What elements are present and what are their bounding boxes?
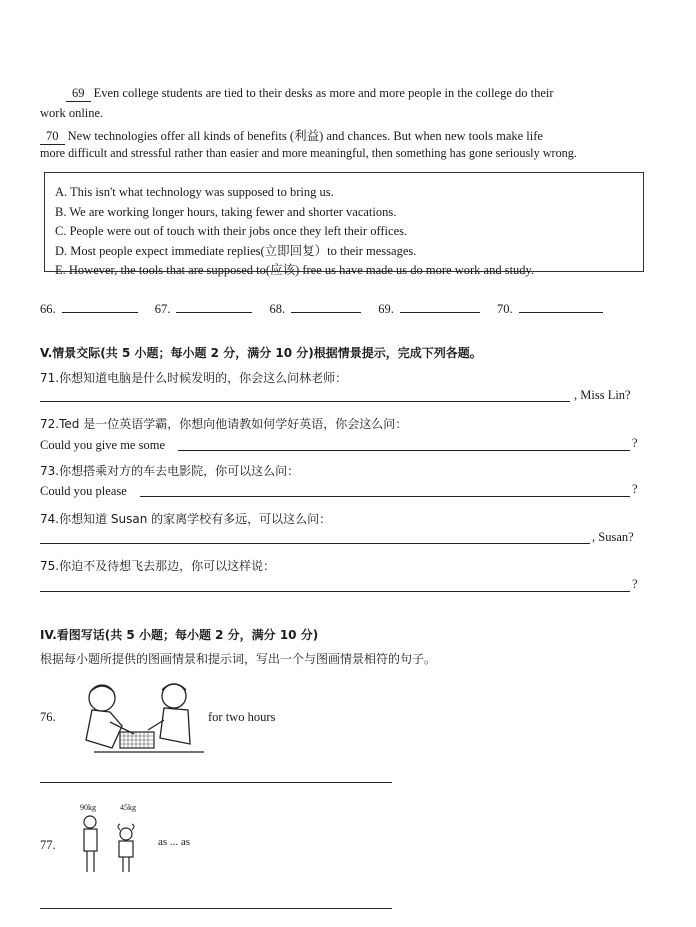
q70-text: New technologies offer all kinds of benefits (利益) and chances. But when new tools make life bbox=[67, 129, 543, 143]
q74-prompt: 74.你想知道 Susan 的家离学校有多远，可以这么问： bbox=[40, 512, 332, 526]
q69-line bbox=[66, 86, 554, 102]
q74-end: , Susan? bbox=[592, 530, 634, 544]
answer-66-label: 66. bbox=[40, 302, 56, 316]
q71-prompt: 71.你想知道电脑是什么时候发明的，你会这么问林老师： bbox=[40, 371, 348, 385]
q69-text: Even college students are tied to their desks as more and more people in the college do their bbox=[93, 86, 554, 100]
answer-68-label: 68. bbox=[269, 302, 286, 316]
answer-69-label: 69. bbox=[378, 302, 394, 316]
q76-hint: for two hours bbox=[208, 710, 276, 724]
section-5-title: V.情景交际(共 5 小题；每小题 2 分，满分 10 分)根据情景提示，完成下列各题。 bbox=[40, 346, 482, 360]
answer-67-blank[interactable] bbox=[176, 300, 252, 313]
option-b: B. We are working longer hours, taking fewer and shorter vacations. bbox=[55, 204, 397, 219]
q73-prompt: 73.你想搭乘对方的车去电影院，你可以这么问： bbox=[40, 464, 300, 478]
q77-hint: as ... as bbox=[158, 836, 191, 848]
q73-start: Could you please bbox=[40, 484, 127, 498]
section-4-instruction: 根据每小题所提供的图画情景和提示词，写出一个与图画情景相符的句子。 bbox=[40, 652, 437, 666]
q70-continuation: more difficult and stressful rather than easier and more meaningful, then something has gone seriously wrong. bbox=[40, 146, 577, 160]
q75-answer-line[interactable] bbox=[40, 591, 630, 592]
q70-number: 70 bbox=[40, 129, 65, 145]
q77-answer-line[interactable] bbox=[40, 908, 392, 909]
q71-answer-line[interactable] bbox=[40, 401, 570, 402]
answer-69-blank[interactable] bbox=[400, 300, 480, 313]
q74-answer-line[interactable] bbox=[40, 543, 590, 544]
options-box bbox=[44, 172, 644, 277]
answer-70-label: 70. bbox=[497, 302, 513, 316]
answer-66-blank[interactable] bbox=[62, 300, 138, 313]
section-4-title: IV.看图写话(共 5 小题；每小题 2 分，满分 10 分) bbox=[40, 628, 319, 642]
q72-answer-line[interactable] bbox=[178, 450, 630, 451]
q73-answer-line[interactable] bbox=[140, 496, 630, 497]
option-c: C. People were out of touch with their jobs once they left their offices. bbox=[55, 224, 408, 238]
q77-weight-left: 90kg bbox=[80, 803, 96, 812]
q71-end: , Miss Lin? bbox=[574, 388, 631, 402]
q75-prompt: 75.你迫不及待想飞去那边，你可以这样说： bbox=[40, 559, 276, 573]
q76-number: 76. bbox=[40, 710, 56, 724]
q72-prompt: 72.Ted 是一位英语学霸，你想向他请教如何学好英语，你会这么问： bbox=[40, 417, 408, 431]
answer-row bbox=[40, 300, 609, 317]
answer-67-label: 67. bbox=[154, 302, 171, 316]
q70-line bbox=[40, 126, 543, 145]
option-a: A. This isn't what technology was supposed to bring us. bbox=[55, 185, 334, 199]
q72-start: Could you give me some bbox=[40, 438, 165, 452]
q69-continuation: work online. bbox=[40, 106, 104, 120]
q75-end: ? bbox=[632, 577, 638, 591]
q77-weight-right: 45kg bbox=[120, 803, 136, 812]
option-d: D. Most people expect immediate replies(立即回复）to their messages. bbox=[55, 243, 417, 258]
q76-answer-line[interactable] bbox=[40, 782, 392, 783]
q69-number: 69 bbox=[66, 86, 91, 102]
q73-end: ? bbox=[632, 482, 638, 496]
weight-comparison-picture bbox=[76, 814, 156, 876]
answer-68-blank[interactable] bbox=[291, 300, 361, 313]
chess-players-picture bbox=[64, 678, 204, 764]
answer-70-blank[interactable] bbox=[519, 300, 603, 313]
q72-end: ? bbox=[632, 436, 638, 450]
option-e: E. However, the tools that are supposed to(应该) free us have made us do more work and study. bbox=[55, 263, 535, 277]
q77-number: 77. bbox=[40, 838, 56, 852]
